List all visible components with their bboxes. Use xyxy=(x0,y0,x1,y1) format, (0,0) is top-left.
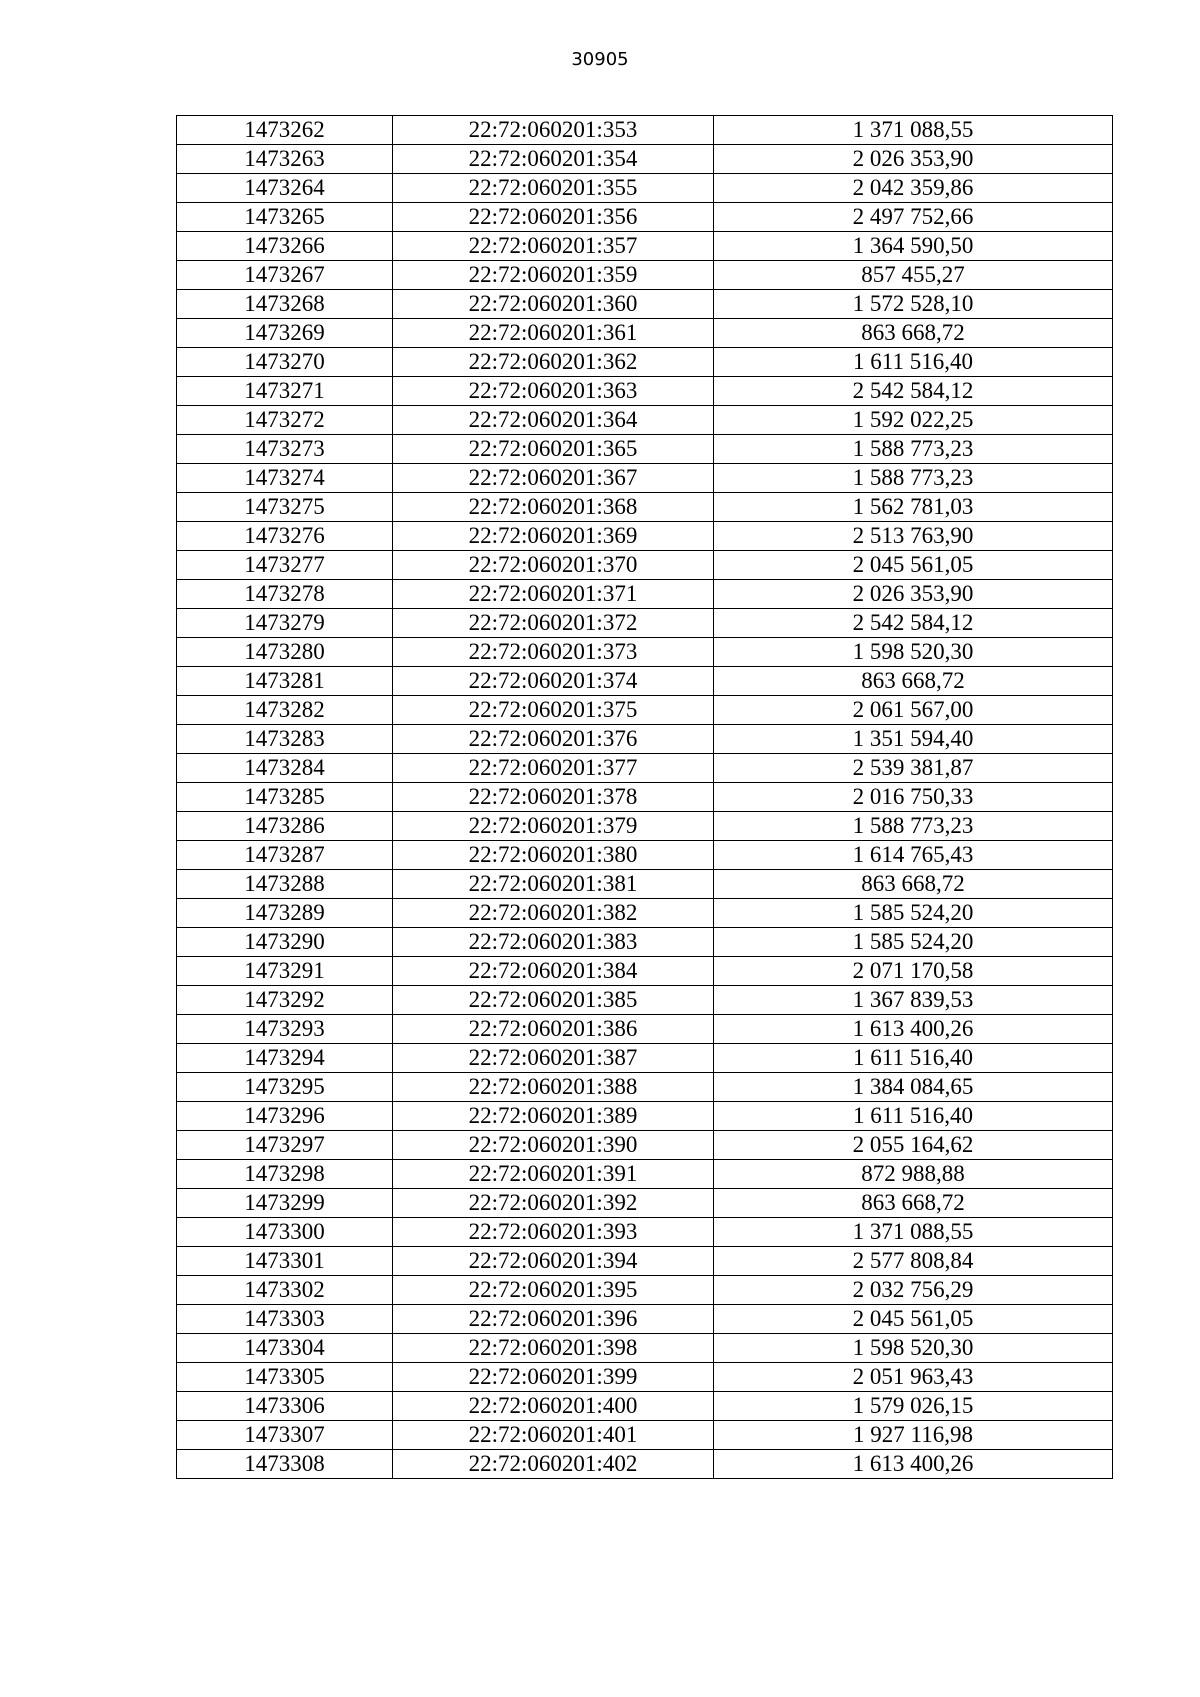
record-number-cell: 1473308 xyxy=(177,1450,393,1479)
table-row xyxy=(177,1305,1113,1334)
value-cell: 2 513 763,90 xyxy=(714,522,1113,551)
table-row xyxy=(177,1131,1113,1160)
cadastral-number-cell: 22:72:060201:393 xyxy=(393,1218,714,1247)
page-number: 30905 xyxy=(571,49,629,70)
cadastral-number-cell: 22:72:060201:396 xyxy=(393,1305,714,1334)
cadastral-number-cell: 22:72:060201:360 xyxy=(393,290,714,319)
table-row xyxy=(177,1334,1113,1363)
cadastral-number-cell: 22:72:060201:354 xyxy=(393,145,714,174)
table-row xyxy=(177,957,1113,986)
record-number-cell: 1473297 xyxy=(177,1131,393,1160)
table-row xyxy=(177,638,1113,667)
record-number-cell: 1473281 xyxy=(177,667,393,696)
value-cell: 1 611 516,40 xyxy=(714,1102,1113,1131)
value-cell: 1 598 520,30 xyxy=(714,1334,1113,1363)
cadastral-number-cell: 22:72:060201:369 xyxy=(393,522,714,551)
value-cell: 863 668,72 xyxy=(714,667,1113,696)
value-cell: 1 611 516,40 xyxy=(714,1044,1113,1073)
record-number-cell: 1473277 xyxy=(177,551,393,580)
table-row xyxy=(177,464,1113,493)
cadastral-number-cell: 22:72:060201:382 xyxy=(393,899,714,928)
value-cell: 2 051 963,43 xyxy=(714,1363,1113,1392)
value-cell: 2 542 584,12 xyxy=(714,377,1113,406)
table-row xyxy=(177,261,1113,290)
record-number-cell: 1473266 xyxy=(177,232,393,261)
value-cell: 1 927 116,98 xyxy=(714,1421,1113,1450)
value-cell: 1 598 520,30 xyxy=(714,638,1113,667)
record-number-cell: 1473305 xyxy=(177,1363,393,1392)
cadastral-number-cell: 22:72:060201:363 xyxy=(393,377,714,406)
value-cell: 2 061 567,00 xyxy=(714,696,1113,725)
value-cell: 1 364 590,50 xyxy=(714,232,1113,261)
cadastral-number-cell: 22:72:060201:395 xyxy=(393,1276,714,1305)
record-number-cell: 1473268 xyxy=(177,290,393,319)
record-number-cell: 1473271 xyxy=(177,377,393,406)
record-number-cell: 1473264 xyxy=(177,174,393,203)
cadastral-number-cell: 22:72:060201:378 xyxy=(393,783,714,812)
record-number-cell: 1473275 xyxy=(177,493,393,522)
record-number-cell: 1473292 xyxy=(177,986,393,1015)
table-row xyxy=(177,116,1113,145)
cadastral-number-cell: 22:72:060201:392 xyxy=(393,1189,714,1218)
record-number-cell: 1473270 xyxy=(177,348,393,377)
value-cell: 2 032 756,29 xyxy=(714,1276,1113,1305)
value-cell: 1 588 773,23 xyxy=(714,812,1113,841)
table-row xyxy=(177,609,1113,638)
value-cell: 2 042 359,86 xyxy=(714,174,1113,203)
record-number-cell: 1473278 xyxy=(177,580,393,609)
record-number-cell: 1473298 xyxy=(177,1160,393,1189)
cadastral-number-cell: 22:72:060201:361 xyxy=(393,319,714,348)
record-number-cell: 1473276 xyxy=(177,522,393,551)
record-number-cell: 1473307 xyxy=(177,1421,393,1450)
value-cell: 1 585 524,20 xyxy=(714,928,1113,957)
cadastral-number-cell: 22:72:060201:399 xyxy=(393,1363,714,1392)
record-number-cell: 1473267 xyxy=(177,261,393,290)
table-body xyxy=(177,116,1113,1479)
table-row xyxy=(177,406,1113,435)
record-number-cell: 1473290 xyxy=(177,928,393,957)
value-cell: 2 045 561,05 xyxy=(714,1305,1113,1334)
cadastral-number-cell: 22:72:060201:389 xyxy=(393,1102,714,1131)
cadastral-number-cell: 22:72:060201:385 xyxy=(393,986,714,1015)
value-cell: 2 539 381,87 xyxy=(714,754,1113,783)
value-cell: 2 026 353,90 xyxy=(714,145,1113,174)
cadastral-number-cell: 22:72:060201:367 xyxy=(393,464,714,493)
record-number-cell: 1473286 xyxy=(177,812,393,841)
cadastral-number-cell: 22:72:060201:370 xyxy=(393,551,714,580)
table-row xyxy=(177,899,1113,928)
record-number-cell: 1473300 xyxy=(177,1218,393,1247)
table-row xyxy=(177,435,1113,464)
record-number-cell: 1473294 xyxy=(177,1044,393,1073)
cadastral-number-cell: 22:72:060201:362 xyxy=(393,348,714,377)
value-cell: 1 367 839,53 xyxy=(714,986,1113,1015)
cadastral-number-cell: 22:72:060201:383 xyxy=(393,928,714,957)
cadastral-number-cell: 22:72:060201:381 xyxy=(393,870,714,899)
value-cell: 863 668,72 xyxy=(714,319,1113,348)
record-number-cell: 1473291 xyxy=(177,957,393,986)
cadastral-number-cell: 22:72:060201:390 xyxy=(393,1131,714,1160)
cadastral-number-cell: 22:72:060201:388 xyxy=(393,1073,714,1102)
table-row xyxy=(177,812,1113,841)
value-cell: 872 988,88 xyxy=(714,1160,1113,1189)
record-number-cell: 1473293 xyxy=(177,1015,393,1044)
record-number-cell: 1473288 xyxy=(177,870,393,899)
record-number-cell: 1473265 xyxy=(177,203,393,232)
cadastral-number-cell: 22:72:060201:398 xyxy=(393,1334,714,1363)
cadastral-number-cell: 22:72:060201:373 xyxy=(393,638,714,667)
value-cell: 2 577 808,84 xyxy=(714,1247,1113,1276)
cadastral-number-cell: 22:72:060201:359 xyxy=(393,261,714,290)
table-row xyxy=(177,1450,1113,1479)
value-cell: 2 055 164,62 xyxy=(714,1131,1113,1160)
table-row xyxy=(177,1160,1113,1189)
record-number-cell: 1473295 xyxy=(177,1073,393,1102)
cadastral-number-cell: 22:72:060201:379 xyxy=(393,812,714,841)
record-number-cell: 1473280 xyxy=(177,638,393,667)
cadastral-number-cell: 22:72:060201:377 xyxy=(393,754,714,783)
table-row xyxy=(177,1073,1113,1102)
record-number-cell: 1473304 xyxy=(177,1334,393,1363)
cadastral-number-cell: 22:72:060201:376 xyxy=(393,725,714,754)
value-cell: 1 579 026,15 xyxy=(714,1392,1113,1421)
table-row xyxy=(177,1392,1113,1421)
table-row xyxy=(177,1247,1113,1276)
value-cell: 1 384 084,65 xyxy=(714,1073,1113,1102)
value-cell: 1 614 765,43 xyxy=(714,841,1113,870)
table-row xyxy=(177,1421,1113,1450)
cadastral-number-cell: 22:72:060201:371 xyxy=(393,580,714,609)
value-cell: 1 592 022,25 xyxy=(714,406,1113,435)
record-number-cell: 1473287 xyxy=(177,841,393,870)
table-row xyxy=(177,841,1113,870)
value-cell: 1 351 594,40 xyxy=(714,725,1113,754)
record-number-cell: 1473272 xyxy=(177,406,393,435)
value-cell: 1 572 528,10 xyxy=(714,290,1113,319)
value-cell: 857 455,27 xyxy=(714,261,1113,290)
cadastral-number-cell: 22:72:060201:355 xyxy=(393,174,714,203)
value-cell: 2 016 750,33 xyxy=(714,783,1113,812)
record-number-cell: 1473262 xyxy=(177,116,393,145)
value-cell: 1 562 781,03 xyxy=(714,493,1113,522)
value-cell: 863 668,72 xyxy=(714,1189,1113,1218)
cadastral-number-cell: 22:72:060201:353 xyxy=(393,116,714,145)
record-number-cell: 1473299 xyxy=(177,1189,393,1218)
table-row xyxy=(177,174,1113,203)
cadastral-number-cell: 22:72:060201:364 xyxy=(393,406,714,435)
value-cell: 1 613 400,26 xyxy=(714,1450,1113,1479)
record-number-cell: 1473296 xyxy=(177,1102,393,1131)
record-number-cell: 1473306 xyxy=(177,1392,393,1421)
table-row xyxy=(177,1044,1113,1073)
record-number-cell: 1473274 xyxy=(177,464,393,493)
table-row xyxy=(177,551,1113,580)
table-row xyxy=(177,870,1113,899)
table-row xyxy=(177,667,1113,696)
table-row xyxy=(177,493,1113,522)
table-row xyxy=(177,522,1113,551)
table-row xyxy=(177,1102,1113,1131)
cadastral-number-cell: 22:72:060201:384 xyxy=(393,957,714,986)
record-number-cell: 1473273 xyxy=(177,435,393,464)
value-cell: 1 611 516,40 xyxy=(714,348,1113,377)
table-row xyxy=(177,290,1113,319)
cadastral-number-cell: 22:72:060201:365 xyxy=(393,435,714,464)
value-cell: 1 588 773,23 xyxy=(714,464,1113,493)
record-number-cell: 1473303 xyxy=(177,1305,393,1334)
table-row xyxy=(177,348,1113,377)
table-row xyxy=(177,783,1113,812)
cadastral-number-cell: 22:72:060201:368 xyxy=(393,493,714,522)
record-number-cell: 1473269 xyxy=(177,319,393,348)
table-row xyxy=(177,1189,1113,1218)
cadastral-number-cell: 22:72:060201:357 xyxy=(393,232,714,261)
cadastral-number-cell: 22:72:060201:375 xyxy=(393,696,714,725)
cadastral-number-cell: 22:72:060201:386 xyxy=(393,1015,714,1044)
table-row xyxy=(177,1363,1113,1392)
table-row xyxy=(177,696,1113,725)
value-cell: 1 371 088,55 xyxy=(714,1218,1113,1247)
cadastral-number-cell: 22:72:060201:356 xyxy=(393,203,714,232)
record-number-cell: 1473285 xyxy=(177,783,393,812)
cadastral-number-cell: 22:72:060201:374 xyxy=(393,667,714,696)
cadastral-number-cell: 22:72:060201:401 xyxy=(393,1421,714,1450)
value-cell: 1 371 088,55 xyxy=(714,116,1113,145)
value-cell: 2 026 353,90 xyxy=(714,580,1113,609)
record-number-cell: 1473284 xyxy=(177,754,393,783)
value-cell: 1 613 400,26 xyxy=(714,1015,1113,1044)
table-row xyxy=(177,377,1113,406)
cadastral-number-cell: 22:72:060201:394 xyxy=(393,1247,714,1276)
table-row xyxy=(177,580,1113,609)
record-number-cell: 1473279 xyxy=(177,609,393,638)
table-row xyxy=(177,232,1113,261)
record-number-cell: 1473301 xyxy=(177,1247,393,1276)
cadastral-number-cell: 22:72:060201:387 xyxy=(393,1044,714,1073)
cadastral-number-cell: 22:72:060201:391 xyxy=(393,1160,714,1189)
record-number-cell: 1473282 xyxy=(177,696,393,725)
cadastral-number-cell: 22:72:060201:400 xyxy=(393,1392,714,1421)
record-number-cell: 1473283 xyxy=(177,725,393,754)
table-row xyxy=(177,928,1113,957)
table-row xyxy=(177,754,1113,783)
value-cell: 2 071 170,58 xyxy=(714,957,1113,986)
cadastral-value-table xyxy=(176,115,1113,1479)
table-row xyxy=(177,725,1113,754)
table-row xyxy=(177,319,1113,348)
cadastral-number-cell: 22:72:060201:372 xyxy=(393,609,714,638)
value-cell: 1 585 524,20 xyxy=(714,899,1113,928)
cadastral-number-cell: 22:72:060201:402 xyxy=(393,1450,714,1479)
table-row xyxy=(177,1276,1113,1305)
value-cell: 2 497 752,66 xyxy=(714,203,1113,232)
value-cell: 863 668,72 xyxy=(714,870,1113,899)
value-cell: 2 045 561,05 xyxy=(714,551,1113,580)
value-cell: 1 588 773,23 xyxy=(714,435,1113,464)
table-row xyxy=(177,986,1113,1015)
cadastral-number-cell: 22:72:060201:380 xyxy=(393,841,714,870)
record-number-cell: 1473302 xyxy=(177,1276,393,1305)
value-cell: 2 542 584,12 xyxy=(714,609,1113,638)
table-row xyxy=(177,145,1113,174)
record-number-cell: 1473263 xyxy=(177,145,393,174)
table-row xyxy=(177,1218,1113,1247)
table-row xyxy=(177,1015,1113,1044)
record-number-cell: 1473289 xyxy=(177,899,393,928)
table-row xyxy=(177,203,1113,232)
